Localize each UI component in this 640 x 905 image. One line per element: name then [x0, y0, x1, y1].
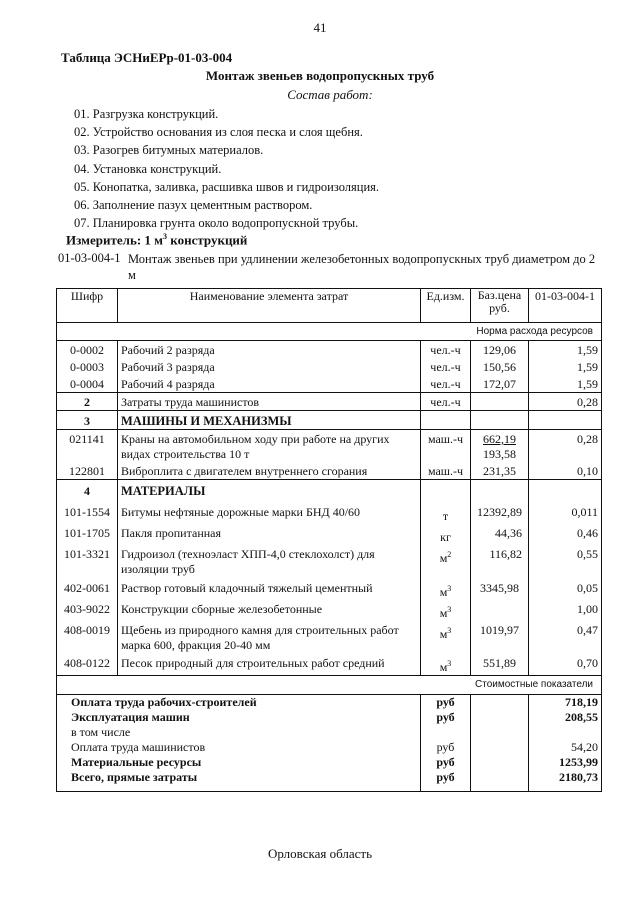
- row-norm: 0,28: [577, 432, 598, 446]
- row-norm: 0,011: [571, 505, 598, 519]
- row-price: 129,06: [471, 341, 529, 359]
- cost-row: [57, 740, 602, 755]
- unit-text: т: [442, 509, 449, 523]
- table-row: [57, 502, 602, 524]
- measure-suffix: конструкций: [167, 232, 248, 248]
- row-code: 101-1554: [57, 502, 118, 524]
- item-code: 01-03-004-1: [58, 251, 121, 265]
- table-row: [57, 341, 602, 359]
- row-norm: 0,46: [577, 526, 598, 540]
- row-price: 551,89: [471, 653, 529, 676]
- item-description: Монтаж звеньев при удлинении железобетонных водопропускных труб диаметром до 2 м: [128, 252, 596, 282]
- table-header-row: [57, 289, 602, 323]
- cost-name: в том числе: [57, 725, 421, 740]
- row-name: Раствор готовый кладочный тяжелый цементный: [118, 577, 421, 600]
- header-unit: Ед.изм.: [421, 289, 471, 323]
- table-row: [57, 524, 602, 545]
- table-row: [57, 375, 602, 393]
- cost-unit: [421, 725, 471, 740]
- row-name: Краны на автомобильном ходу при работе на других видах строительства 10 т: [118, 430, 421, 463]
- section-name: МАШИНЫ И МЕХАНИЗМЫ: [118, 411, 421, 430]
- work-item: 06. Заполнение пазух цементным раствором.: [74, 197, 313, 212]
- row-unit: чел.-ч: [421, 358, 471, 375]
- row-code: 408-0122: [57, 653, 118, 676]
- row-code: 0-0003: [57, 358, 118, 375]
- row-price: 150,56: [471, 358, 529, 375]
- work-item: 04. Установка конструкций.: [74, 161, 222, 176]
- cost-label-row: [57, 676, 602, 695]
- cost-row: [57, 770, 602, 792]
- row-code: 101-3321: [57, 545, 118, 577]
- cost-row: [57, 695, 602, 711]
- section-name: МАТЕРИАЛЫ: [118, 480, 421, 503]
- unit-text: м: [439, 660, 448, 674]
- header-code: Шифр: [57, 289, 118, 323]
- page-number: 41: [313, 20, 327, 35]
- row-name: Битумы нефтяные дорожные марки БНД 40/60: [118, 502, 421, 524]
- resources-table: [56, 288, 602, 792]
- work-item: 07. Планировка грунта около водопропускной трубы.: [74, 216, 359, 231]
- works-list: [74, 105, 379, 232]
- work-item: 05. Конопатка, заливка, расшивка швов и гидроизоляция.: [74, 179, 380, 194]
- row-unit: [421, 502, 471, 524]
- footer-region: Орловская область: [267, 846, 373, 861]
- row-unit: маш.-ч: [421, 430, 471, 463]
- row-code: 0-0002: [57, 341, 118, 359]
- row-unit: [421, 621, 471, 653]
- row-price: 3345,98: [471, 577, 529, 600]
- row-unit: [421, 577, 471, 600]
- row-code: 122801: [57, 462, 118, 480]
- row-norm: 0,55: [577, 547, 598, 561]
- unit-text: м: [439, 551, 448, 565]
- unit-sup: 3: [447, 659, 452, 668]
- unit-sup: 3: [447, 584, 452, 593]
- header-price: Баз.цена руб.: [471, 289, 529, 323]
- row-unit: [421, 600, 471, 621]
- row-name: Гидроизол (техноэласт ХПП-4,0 стеклохолст) для изоляции труб: [118, 545, 421, 577]
- row-price: [471, 430, 529, 463]
- section-code: 4: [57, 480, 118, 503]
- table-row: [57, 577, 602, 600]
- table-subtitle: Монтаж звеньев водопропускных труб: [205, 68, 435, 83]
- cost-value: 54,20: [571, 740, 598, 754]
- table-row: [57, 358, 602, 375]
- cost-value: 718,19: [565, 695, 598, 709]
- unit-sup: 3: [447, 626, 452, 635]
- row-name: Рабочий 3 разряда: [118, 358, 421, 375]
- table-row: [57, 545, 602, 577]
- price-value-2: 193,58: [483, 447, 516, 461]
- measure-sup: 3: [163, 232, 168, 241]
- cost-value: 208,55: [565, 710, 598, 724]
- row-price: 12392,89: [471, 502, 529, 524]
- row-code: 101-1705: [57, 524, 118, 545]
- norm-label: Норма расхода ресурсов: [57, 323, 602, 341]
- row-price: 44,36: [471, 524, 529, 545]
- row-unit: чел.-ч: [421, 375, 471, 393]
- table-row: [57, 621, 602, 653]
- row-price: [471, 600, 529, 621]
- cost-name: Всего, прямые затраты: [57, 770, 421, 792]
- row-name: Пакля пропитанная: [118, 524, 421, 545]
- row-name: Виброплита с двигателем внутреннего сгорания: [118, 462, 421, 480]
- price-value: 662,19: [483, 432, 516, 446]
- section-code: 3: [57, 411, 118, 430]
- measure-text: Измеритель: 1 м: [66, 232, 164, 248]
- row-unit: [421, 524, 471, 545]
- cost-name: Материальные ресурсы: [57, 755, 421, 770]
- cost-row: [57, 710, 602, 725]
- row-price: 1019,97: [471, 621, 529, 653]
- cost-row: [57, 725, 602, 740]
- table-row: [57, 430, 602, 463]
- row-norm: 1,59: [577, 343, 598, 357]
- row-code: 403-9022: [57, 600, 118, 621]
- unit-text: кг: [440, 530, 451, 544]
- row-unit: маш.-ч: [421, 462, 471, 480]
- section-row-machines: [57, 411, 602, 430]
- row-unit: [421, 545, 471, 577]
- row-unit: [421, 653, 471, 676]
- row-price: 172,07: [471, 375, 529, 393]
- row-norm: 0,47: [577, 623, 598, 637]
- row-price: 116,82: [471, 545, 529, 577]
- row-name: Песок природный для строительных работ средний: [118, 653, 421, 676]
- table-title: Таблица ЭСНиЕРр-01-03-004: [61, 50, 233, 65]
- norm-label-row: [57, 323, 602, 341]
- row-norm: 1,00: [577, 602, 598, 616]
- row-name: Рабочий 2 разряда: [118, 341, 421, 359]
- row-name: Затраты труда машинистов: [118, 393, 421, 411]
- cost-unit: руб: [421, 755, 471, 770]
- row-price: 231,35: [471, 462, 529, 480]
- cost-label: Стоимостные показатели: [475, 679, 593, 690]
- work-item: 03. Разогрев битумных материалов.: [74, 143, 264, 158]
- row-unit: чел.-ч: [421, 341, 471, 359]
- row-norm: 0,70: [577, 656, 598, 670]
- unit-text: м: [439, 627, 448, 641]
- machinist-row: [57, 393, 602, 411]
- composition-heading: Состав работ:: [287, 87, 373, 102]
- row-norm: 1,59: [577, 360, 598, 374]
- row-code: 0-0004: [57, 375, 118, 393]
- row-price: [471, 393, 529, 411]
- section-row-materials: [57, 480, 602, 503]
- table-row: [57, 653, 602, 676]
- cost-name: Оплата труда рабочих-строителей: [57, 695, 421, 711]
- row-norm: 1,59: [529, 375, 602, 393]
- row-norm: 0,05: [577, 581, 598, 595]
- work-item: 01. Разгрузка конструкций.: [74, 107, 219, 121]
- table-row: [57, 600, 602, 621]
- row-code: 021141: [57, 430, 118, 463]
- cost-value: 2180,73: [559, 770, 598, 784]
- cost-row: [57, 755, 602, 770]
- cost-unit: руб: [421, 710, 471, 725]
- cost-unit: руб: [421, 695, 471, 711]
- row-norm: 0,28: [529, 393, 602, 411]
- cost-value: 1253,99: [559, 755, 598, 769]
- cost-name: Оплата труда машинистов: [57, 740, 421, 755]
- unit-text: м: [439, 606, 448, 620]
- header-name: Наименование элемента затрат: [118, 289, 421, 323]
- header-norm: 01-03-004-1: [529, 289, 602, 323]
- unit-sup: 2: [447, 550, 452, 559]
- row-norm: 0,10: [529, 462, 602, 480]
- table-row: [57, 462, 602, 480]
- cost-value: [529, 725, 602, 740]
- row-code: 408-0019: [57, 621, 118, 653]
- work-item: 02. Устройство основания из слоя песка и слоя щебня.: [74, 125, 363, 140]
- unit-sup: 3: [447, 605, 452, 614]
- measure-unit: [66, 232, 247, 248]
- unit-text: м: [439, 585, 448, 599]
- row-code: 2: [57, 393, 118, 411]
- row-unit: чел.-ч: [421, 393, 471, 411]
- cost-name: Эксплуатация машин: [57, 710, 421, 725]
- cost-unit: руб: [421, 740, 471, 755]
- row-code: 402-0061: [57, 577, 118, 600]
- row-name: Щебень из природного камня для строительных работ марка 600, фракция 20-40 мм: [118, 621, 421, 653]
- row-name: Конструкции сборные железобетонные: [118, 600, 421, 621]
- row-name: Рабочий 4 разряда: [118, 375, 421, 393]
- cost-unit: руб: [421, 770, 471, 792]
